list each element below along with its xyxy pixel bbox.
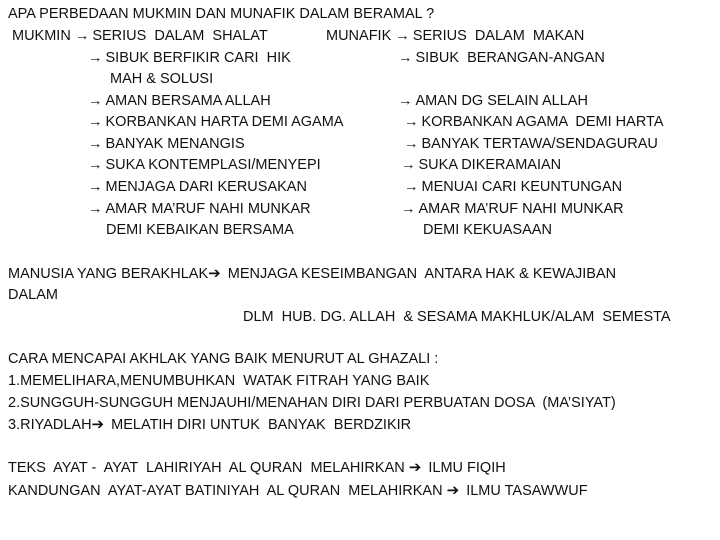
fiqih-result: ILMU FIQIH xyxy=(428,460,506,476)
arrow-right-icon: → xyxy=(88,50,103,66)
mukmin-item: BANYAK MENANGIS xyxy=(105,136,245,152)
arrow-right-icon: → xyxy=(398,93,413,109)
ghazali-item3-lead: 3.RIYADLAH xyxy=(8,417,92,433)
ghazali-title: CARA MENCAPAI AKHLAK YANG BAIK MENURUT AL GHAZALI : xyxy=(8,351,439,367)
munafik-row xyxy=(401,202,624,217)
munafik-heading: MUNAFIK xyxy=(326,28,392,44)
arrow-right-icon: → xyxy=(398,50,413,66)
munafik-row xyxy=(398,94,588,109)
akhlak-statement xyxy=(8,266,616,282)
ghazali-item: 1.MEMELIHARA,MENUMBUHKAN WATAK FITRAH YANG BAIK xyxy=(8,373,430,389)
fiqih-lead: TEKS AYAT - AYAT LAHIRIYAH AL QURAN MELAHIRKAN xyxy=(8,460,405,476)
section1-title: APA PERBEDAAN MUKMIN DAN MUNAFIK DALAM BERAMAL ? xyxy=(8,6,435,22)
mukmin-item: KORBANKAN HARTA DEMI AGAMA xyxy=(105,114,344,130)
fiqih-line xyxy=(8,460,506,476)
arrow-right-icon: → xyxy=(404,114,419,130)
arrow-right-icon: → xyxy=(88,136,103,152)
arrow-right-icon: → xyxy=(401,201,416,217)
mukmin-item: SUKA KONTEMPLASI/MENYEPI xyxy=(105,157,321,173)
munafik-item: BANYAK TERTAWA/SENDAGURAU xyxy=(421,136,658,152)
munafik-head-row xyxy=(326,29,584,44)
bold-arrow-right-icon: ➔ xyxy=(408,459,422,476)
ghazali-item: 2.SUNGGUH-SUNGGUH MENJAUHI/MENAHAN DIRI DARI PERBUATAN DOSA (MA’SIYAT) xyxy=(8,395,616,411)
mukmin-item-continuation: MAH & SOLUSI xyxy=(110,71,214,87)
arrow-right-icon: → xyxy=(88,201,103,217)
mukmin-row xyxy=(88,51,291,66)
munafik-row xyxy=(404,115,664,130)
munafik-row xyxy=(404,137,658,152)
arrow-right-icon: → xyxy=(88,179,103,195)
munafik-item: SIBUK BERANGAN-ANGAN xyxy=(415,50,605,66)
bold-arrow-right-icon: ➔ xyxy=(446,482,460,499)
munafik-item: SERIUS DALAM MAKAN xyxy=(412,28,585,44)
arrow-right-icon: → xyxy=(74,28,90,44)
mukmin-item: AMAN BERSAMA ALLAH xyxy=(105,93,271,109)
munafik-item: KORBANKAN AGAMA DEMI HARTA xyxy=(421,114,664,130)
bold-arrow-right-icon: ➔ xyxy=(91,416,105,433)
tasawwuf-lead: KANDUNGAN AYAT-AYAT BATINIYAH AL QURAN MELAHIRKAN xyxy=(8,483,443,499)
tasawwuf-line xyxy=(8,483,588,499)
akhlak-line3: DLM HUB. DG. ALLAH & SESAMA MAKHLUK/ALAM SEMESTA xyxy=(243,309,671,325)
mukmin-heading: MUKMIN xyxy=(12,28,71,44)
ghazali-item xyxy=(8,417,411,433)
munafik-item-continuation: DEMI KEKUASAAN xyxy=(423,222,552,238)
munafik-item: AMAN DG SELAIN ALLAH xyxy=(415,93,588,109)
arrow-right-icon: → xyxy=(88,157,103,173)
mukmin-row xyxy=(88,180,307,195)
mukmin-row xyxy=(88,158,321,173)
arrow-right-icon: → xyxy=(404,136,419,152)
munafik-row xyxy=(404,180,622,195)
munafik-item: SUKA DIKERAMAIAN xyxy=(418,157,562,173)
mukmin-head-row xyxy=(12,29,268,44)
mukmin-row xyxy=(88,115,343,130)
mukmin-row xyxy=(88,137,245,152)
mukmin-row xyxy=(88,202,311,217)
arrow-right-icon: → xyxy=(401,157,416,173)
mukmin-item: MENJAGA DARI KERUSAKAN xyxy=(105,179,307,195)
akhlak-lead: MANUSIA YANG BERAKHLAK xyxy=(8,266,209,282)
munafik-row xyxy=(398,51,605,66)
mukmin-item: AMAR MA’RUF NAHI MUNKAR xyxy=(105,201,311,217)
tasawwuf-result: ILMU TASAWWUF xyxy=(466,483,588,499)
arrow-right-icon: → xyxy=(88,93,103,109)
akhlak-text: MENJAGA KESEIMBANGAN ANTARA HAK & KEWAJIBAN xyxy=(227,266,617,282)
ghazali-item3-text: MELATIH DIRI UNTUK BANYAK BERDZIKIR xyxy=(111,417,412,433)
akhlak-line2: DALAM xyxy=(8,287,58,303)
munafik-item: MENUAI CARI KEUNTUNGAN xyxy=(421,179,623,195)
mukmin-item-continuation: DEMI KEBAIKAN BERSAMA xyxy=(106,222,294,238)
bold-arrow-right-icon: ➔ xyxy=(208,265,221,282)
arrow-right-icon: → xyxy=(404,179,419,195)
arrow-right-icon: → xyxy=(395,28,410,44)
mukmin-row xyxy=(88,94,271,109)
arrow-right-icon: → xyxy=(88,114,103,130)
mukmin-item: SIBUK BERFIKIR CARI HIK xyxy=(105,50,291,66)
munafik-item: AMAR MA’RUF NAHI MUNKAR xyxy=(418,201,624,217)
munafik-row xyxy=(401,158,561,173)
mukmin-item: SERIUS DALAM SHALAT xyxy=(92,28,268,44)
